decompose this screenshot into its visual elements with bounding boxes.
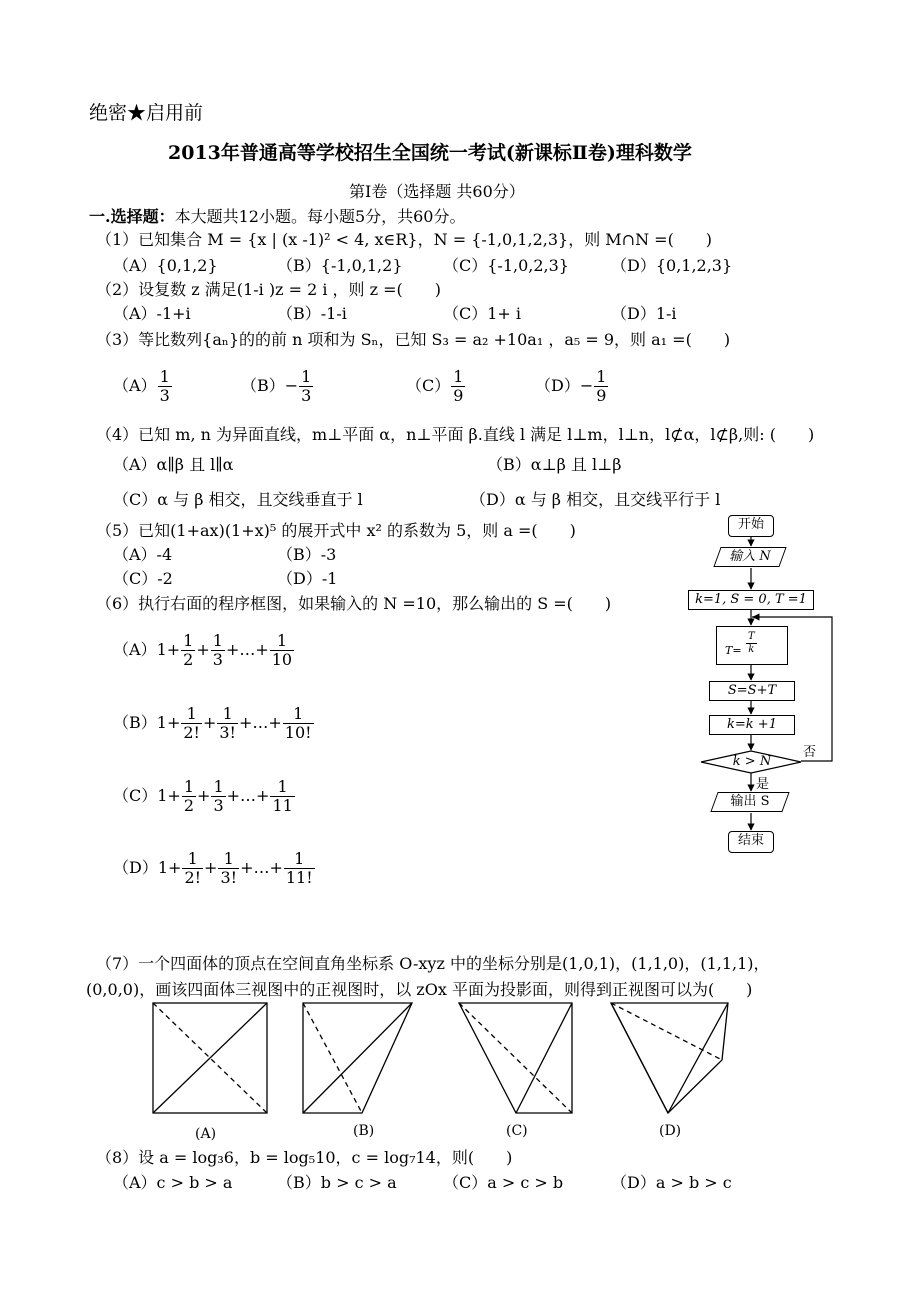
q2-stem: （2）设复数 z 满足(1-i )z = 2 i ，则 z =( ) [96,280,442,299]
section-description: 本大题共12小题。每小题5分，共60分。 [174,207,466,226]
confidential-label: 绝密★启用前 [89,102,204,124]
q7-figure-a [153,1003,267,1113]
flowchart-yes-label: 是 [756,777,770,792]
q5-option-d: （D）-1 [277,569,338,588]
q2-option-d: （D）1-i [611,304,677,323]
q3-option-b: （B）− $\frac{1}{3}$ [241,367,312,405]
q7-label-a: (A) [195,1126,217,1142]
q6-stem: （6）执行右面的程序框图，如果输入的 N =10，那么输出的 S =( ) [96,594,612,613]
flowchart-assign-k: k=k +1 [709,715,795,735]
q8-option-b: （B）b > c > a [277,1173,397,1192]
q7-label-b: (B) [353,1123,375,1139]
q3-option-a: （A） $\frac{1}{3}$ [113,367,170,405]
q7-figure-d [611,1003,728,1113]
q6-option-c: （C）1+ $\frac{1}{2}$ + $\frac{1}{3}$ +…+ $\frac{1}{11}$ [113,777,293,815]
q7-figure-c [459,1003,572,1113]
q3-option-c: （C） $\frac{1}{9}$ [406,367,464,405]
q4-option-b: （B）α⊥β 且 l⊥β [487,455,622,474]
q7-stem-line2: (0,0,0)，画该四面体三视图中的正视图时，以 zOx 平面为投影面，则得到正视图可以为( ) [86,980,753,999]
flowchart-assign-t: T= $\frac{T}{k}$ [716,626,788,665]
flowchart-output: 输出 S [714,792,786,812]
q1-stem: （1）已知集合 M = {x | (x -1)² < 4, x∈R}，N = {-1,0,1,2,3}，则 M∩N =( ) [96,230,713,249]
q7-stem-line1: （7）一个四面体的顶点在空间直角坐标系 O-xyz 中的坐标分别是(1,0,1)，(1,1,0)，(1,1,1)， [96,954,770,973]
q1-option-c: （C）{-1,0,2,3} [443,256,569,275]
flowchart-end: 结束 [728,831,774,853]
exam-title: 2013年普通高等学校招生全国统一考试(新课标Ⅱ卷)理科数学 [168,142,692,164]
flowchart-assign-s: S=S+T [709,681,795,701]
q5-stem: （5）已知(1+ax)(1+x)⁵ 的展开式中 x² 的系数为 5，则 a =( ) [96,521,576,540]
q4-stem: （4）已知 m, n 为异面直线，m⊥平面 α，n⊥平面 β.直线 l 满足 l⊥m，l⊥n，l⊄α，l⊄β,则: ( ) [96,425,815,444]
q5-option-c: （C）-2 [113,569,173,588]
q6-option-d: （D）1+ $\frac{1}{2!}$ + $\frac{1}{3!}$ +…+ $\frac{1}{11!}$ [113,849,313,887]
q4-option-a: （A）α∥β 且 l∥α [113,455,234,474]
part-title: 第Ⅰ卷（选择题 共60分） [349,182,525,201]
q2-option-a: （A）-1+i [113,304,191,323]
q3-option-d: （D）− $\frac{1}{9}$ [535,367,607,405]
q8-option-d: （D）a > b > c [611,1173,732,1192]
q7-label-c: (C) [506,1123,528,1139]
section-label: 一.选择题： [89,207,175,226]
q8-option-c: （C）a > c > b [443,1173,564,1192]
q7-figure-b [303,1003,412,1113]
flowchart-condition: k > N [732,754,772,769]
q5-option-b: （B）-3 [277,545,337,564]
q6-option-b: （B）1+ $\frac{1}{2!}$ + $\frac{1}{3!}$ +…+ $\frac{1}{10!}$ [113,704,312,742]
q7-label-d: (D) [659,1123,682,1139]
flowchart-input: 输入 N [717,547,783,567]
q1-option-a: （A）{0,1,2} [113,256,218,275]
q2-option-b: （B）-1-i [277,304,347,323]
q1-option-d: （D）{0,1,2,3} [611,256,733,275]
flowchart-init: k=1, S = 0, T =1 [688,590,814,610]
flowchart-start: 开始 [728,515,774,537]
q1-option-b: （B）{-1,0,1,2} [277,256,403,275]
q8-option-a: （A）c > b > a [113,1173,233,1192]
q5-option-a: （A）-4 [113,545,173,564]
q4-option-c: （C）α 与 β 相交，且交线垂直于 l [113,490,363,509]
q8-stem: （8）设 a = log₃6，b = log₅10，c = log₇14，则( ) [96,1148,513,1167]
flowchart-no-label: 否 [803,745,817,760]
q4-option-d: （D）α 与 β 相交，且交线平行于 l [470,490,721,509]
q3-stem: （3）等比数列{aₙ}的的前 n 项和为 Sₙ，已知 S₃ = a₂ +10a₁ ，a₅ = 9，则 a₁ =( ) [96,330,731,349]
q2-option-c: （C）1+ i [443,304,522,323]
q6-option-a: （A）1+ $\frac{1}{2}$ + $\frac{1}{3}$ +…+ $\frac{1}{10}$ [113,631,293,669]
